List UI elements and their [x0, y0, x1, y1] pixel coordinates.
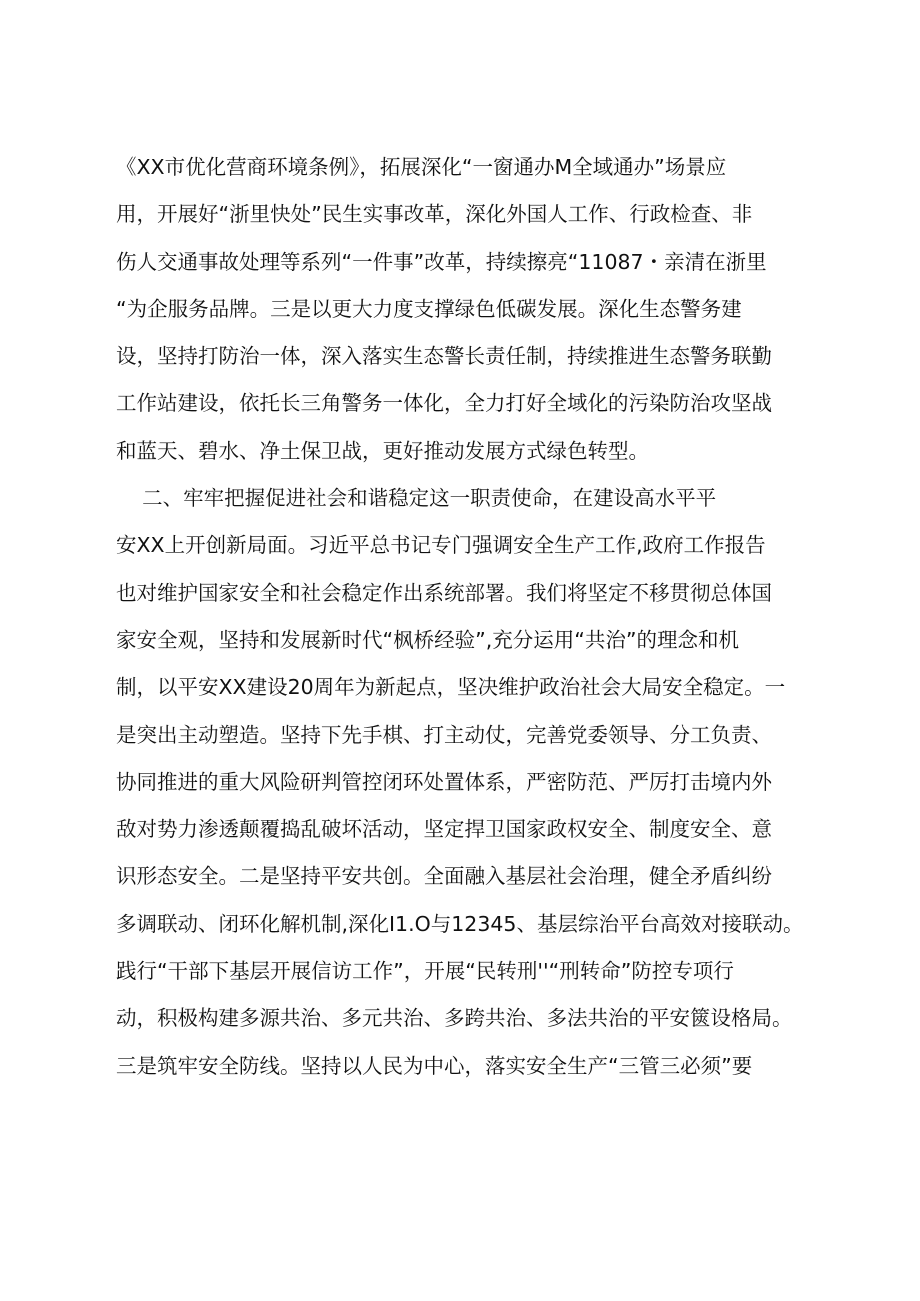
text-line: 三是筑牢安全防线。坚持以人民为中心，落实安全生产“三管三必须”要 — [116, 1053, 753, 1078]
text-line: 伤人交通事故处理等系列“一件事”改革，持续擦亮“11087・亲清在浙里 — [116, 249, 767, 274]
text-line: 践行“干部下基层开展信访工作”，开展“民转刑''“刑转命”防控专项行 — [116, 959, 734, 984]
text-line: 工作站建设，依托长三角警务一体化，全力打好全域化的污染防治攻坚战 — [116, 391, 772, 416]
text-line: 制，以平安XX建设20周年为新起点，坚决维护政治社会大局安全稳定。一 — [116, 675, 786, 700]
text-line: 二、牢牢把握促进社会和谐稳定这一职责使命，在建设高水平平 — [116, 486, 717, 511]
text-line: 《XX市优化营商环境条例》，拓展深化“一窗通办M全域通办”场景应 — [116, 155, 727, 179]
text-line: 是突出主动塑造。坚持下先手棋、打主动仗，完善党委领导、分工负责、 — [116, 722, 772, 747]
text-line: 也对维护国家安全和社会稳定作出系统部署。我们将坚定不移贯彻总体国 — [116, 580, 772, 605]
text-line: 敌对势力渗透颠覆捣乱破坏活动，坚定捍卫国家政权安全、制度安全、意 — [116, 817, 772, 842]
text-line: 多调联动、闭环化解机制,深化I1.O与12345、基层综治平台高效对接联动。 — [116, 911, 804, 936]
text-line: 协同推进的重大风险研判管控闭环处置体系，严密防范、严厉打击境内外 — [116, 769, 772, 794]
text-line: 安XX上开创新局面。习近平总书记专门强调安全生产工作,政府工作报告 — [116, 533, 766, 558]
text-line: 家安全观，坚持和发展新时代“枫桥经验”,充分运用“共治”的理念和机 — [116, 627, 739, 652]
text-line: 识形态安全。二是坚持平安共创。全面融入基层社会治理，健全矛盾纠纷 — [116, 864, 772, 889]
text-line: 动，积极构建多源共治、多元共治、多跨共治、多法共治的平安篋设格局。 — [116, 1006, 793, 1031]
text-line: 设，坚持打防治一体，深入落实生态警长责任制，持续推进生态警务联勤 — [116, 344, 772, 369]
body-text — [116, 144, 816, 1090]
text-line: 和蓝天、碧水、净土保卫战，更好推动发展方式绿色转型。 — [116, 438, 649, 463]
text-line: “为企服务品牌。三是以更大力度支撑绿色低碳发展。深化生态警务建 — [116, 296, 742, 321]
text-line: 用，开展好“浙里快处”民生实事改革，深化外国人工作、行政检查、非 — [116, 202, 753, 227]
